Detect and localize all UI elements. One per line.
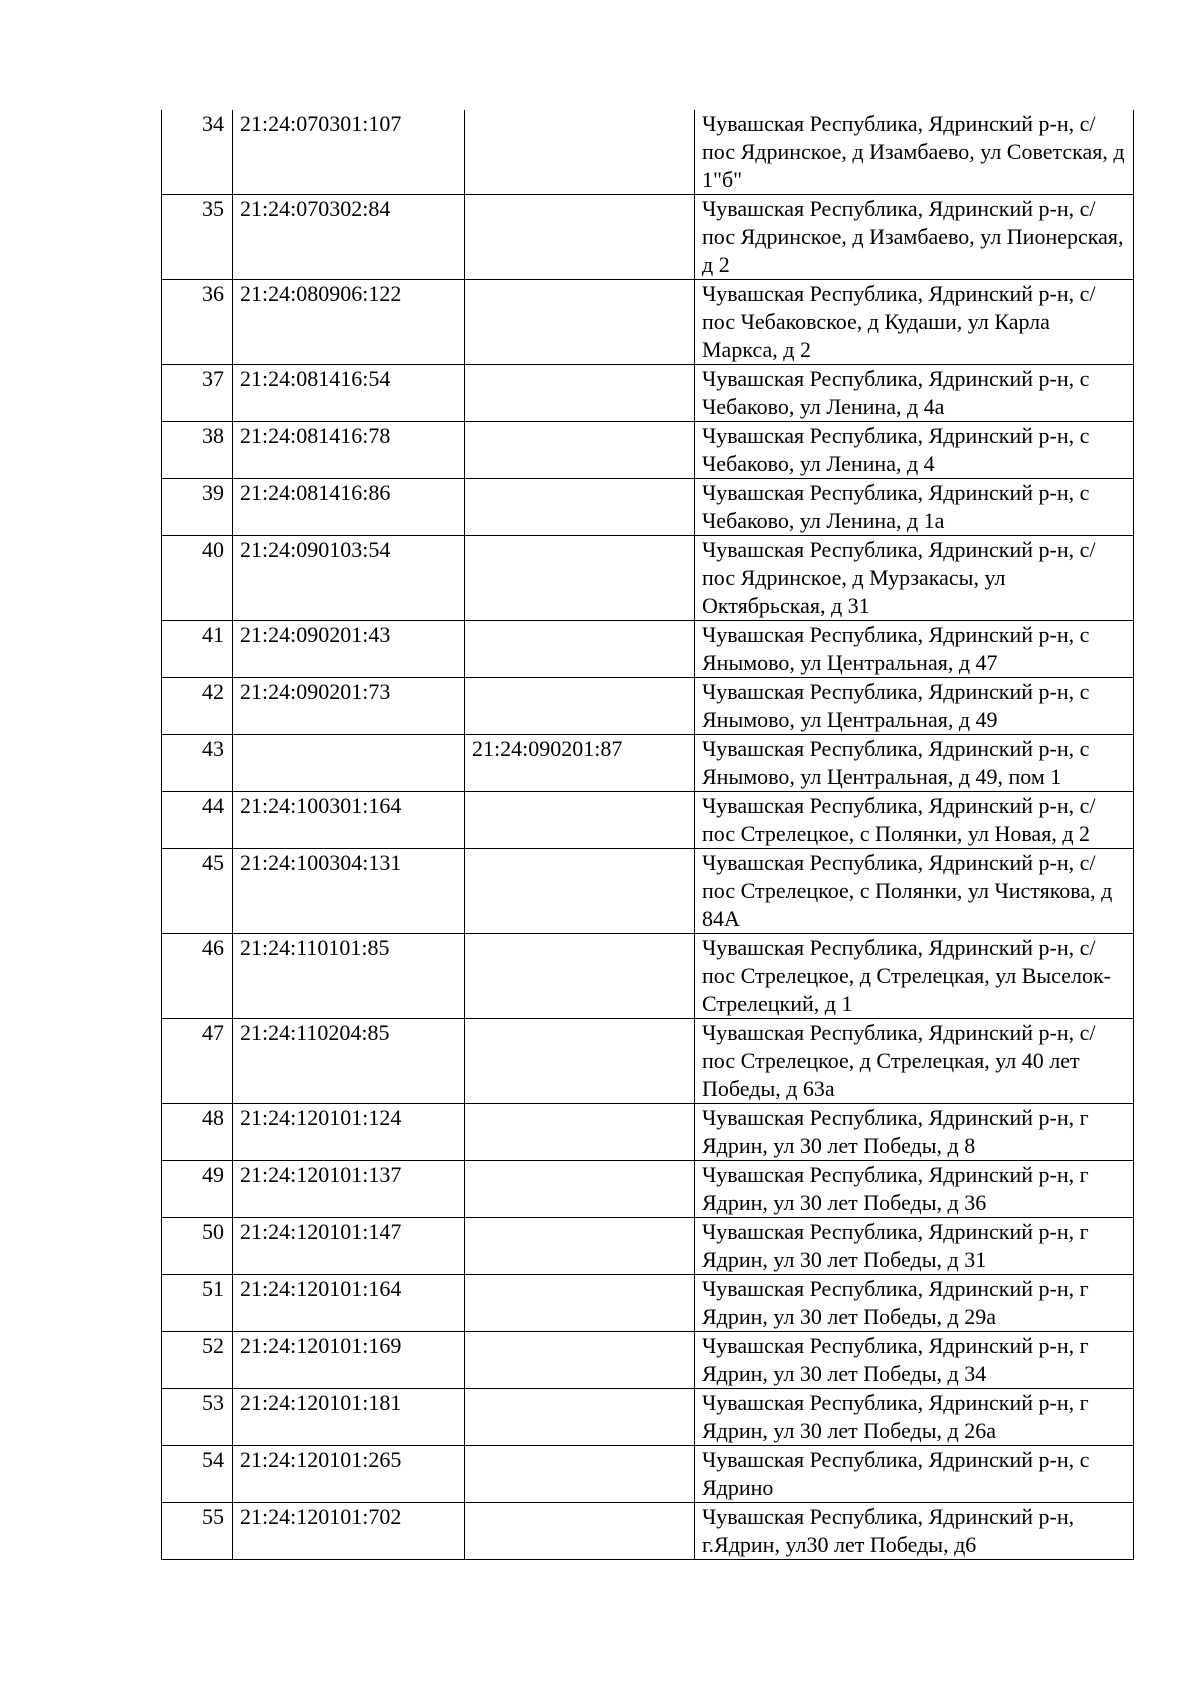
- cadastral-number-cell: 21:24:090103:54: [233, 536, 465, 621]
- cadastral-number-cell: 21:24:120101:265: [233, 1446, 465, 1503]
- table-row: [162, 280, 1134, 365]
- row-number-cell: 39: [162, 479, 233, 536]
- row-number-cell: 34: [162, 110, 233, 195]
- row-number-cell: 47: [162, 1019, 233, 1104]
- address-cell: Чувашская Республика, Ядринский р-н, с Янымово, ул Центральная, д 49, пом 1: [695, 735, 1134, 792]
- table-row: [162, 365, 1134, 422]
- property-table: [161, 110, 1134, 1560]
- table-row: [162, 735, 1134, 792]
- row-number-cell: 41: [162, 621, 233, 678]
- premises-cadastral-number-cell: [465, 110, 695, 195]
- row-number-cell: 53: [162, 1389, 233, 1446]
- cadastral-number-cell: 21:24:110204:85: [233, 1019, 465, 1104]
- premises-cadastral-number-cell: [465, 1161, 695, 1218]
- row-number-cell: 52: [162, 1332, 233, 1389]
- address-cell: Чувашская Республика, Ядринский р-н, с/пос Стрелецкое, с Полянки, ул Новая, д 2: [695, 792, 1134, 849]
- table-row: [162, 792, 1134, 849]
- cadastral-number-cell: 21:24:100304:131: [233, 849, 465, 934]
- premises-cadastral-number-cell: [465, 536, 695, 621]
- address-cell: Чувашская Республика, Ядринский р-н, г Ядрин, ул 30 лет Победы, д 26а: [695, 1389, 1134, 1446]
- row-number-cell: 50: [162, 1218, 233, 1275]
- premises-cadastral-number-cell: [465, 1275, 695, 1332]
- table-body: [162, 110, 1134, 1560]
- table-row: [162, 479, 1134, 536]
- table-row: [162, 195, 1134, 280]
- address-cell: Чувашская Республика, Ядринский р-н, г.Ядрин, ул30 лет Победы, д6: [695, 1503, 1134, 1560]
- row-number-cell: 46: [162, 934, 233, 1019]
- table-row: [162, 1104, 1134, 1161]
- row-number-cell: 42: [162, 678, 233, 735]
- premises-cadastral-number-cell: [465, 365, 695, 422]
- address-cell: Чувашская Республика, Ядринский р-н, с Янымово, ул Центральная, д 47: [695, 621, 1134, 678]
- premises-cadastral-number-cell: [465, 1104, 695, 1161]
- premises-cadastral-number-cell: [465, 195, 695, 280]
- address-cell: Чувашская Республика, Ядринский р-н, г Ядрин, ул 30 лет Победы, д 31: [695, 1218, 1134, 1275]
- address-cell: Чувашская Республика, Ядринский р-н, г Ядрин, ул 30 лет Победы, д 29а: [695, 1275, 1134, 1332]
- premises-cadastral-number-cell: [465, 1389, 695, 1446]
- premises-cadastral-number-cell: [465, 1503, 695, 1560]
- row-number-cell: 49: [162, 1161, 233, 1218]
- address-cell: Чувашская Республика, Ядринский р-н, с Янымово, ул Центральная, д 49: [695, 678, 1134, 735]
- row-number-cell: 37: [162, 365, 233, 422]
- premises-cadastral-number-cell: [465, 849, 695, 934]
- cadastral-number-cell: 21:24:081416:78: [233, 422, 465, 479]
- table-row: [162, 1019, 1134, 1104]
- premises-cadastral-number-cell: [465, 792, 695, 849]
- address-cell: Чувашская Республика, Ядринский р-н, с Ядрино: [695, 1446, 1134, 1503]
- address-cell: Чувашская Республика, Ядринский р-н, с/пос Стрелецкое, д Стрелецкая, ул Выселок-Стрелецкий, д 1: [695, 934, 1134, 1019]
- table-row: [162, 1389, 1134, 1446]
- address-cell: Чувашская Республика, Ядринский р-н, с/пос Ядринское, д Изамбаево, ул Советская, д 1"б": [695, 110, 1134, 195]
- table-row: [162, 1218, 1134, 1275]
- cadastral-number-cell: 21:24:070302:84: [233, 195, 465, 280]
- premises-cadastral-number-cell: [465, 678, 695, 735]
- row-number-cell: 54: [162, 1446, 233, 1503]
- cadastral-number-cell: 21:24:120101:181: [233, 1389, 465, 1446]
- premises-cadastral-number-cell: [465, 1446, 695, 1503]
- row-number-cell: 44: [162, 792, 233, 849]
- row-number-cell: 48: [162, 1104, 233, 1161]
- table-row: [162, 849, 1134, 934]
- premises-cadastral-number-cell: [465, 479, 695, 536]
- row-number-cell: 55: [162, 1503, 233, 1560]
- cadastral-number-cell: 21:24:120101:702: [233, 1503, 465, 1560]
- premises-cadastral-number-cell: [465, 1218, 695, 1275]
- premises-cadastral-number-cell: [465, 1019, 695, 1104]
- table-row: [162, 536, 1134, 621]
- row-number-cell: 36: [162, 280, 233, 365]
- table-row: [162, 1161, 1134, 1218]
- table-row: [162, 1275, 1134, 1332]
- cadastral-number-cell: 21:24:081416:54: [233, 365, 465, 422]
- premises-cadastral-number-cell: [465, 1332, 695, 1389]
- address-cell: Чувашская Республика, Ядринский р-н, г Ядрин, ул 30 лет Победы, д 34: [695, 1332, 1134, 1389]
- table-row: [162, 621, 1134, 678]
- premises-cadastral-number-cell: 21:24:090201:87: [465, 735, 695, 792]
- address-cell: Чувашская Республика, Ядринский р-н, с Чебаково, ул Ленина, д 1а: [695, 479, 1134, 536]
- row-number-cell: 45: [162, 849, 233, 934]
- address-cell: Чувашская Республика, Ядринский р-н, с/пос Ядринское, д Мурзакасы, ул Октябрьская, д 31: [695, 536, 1134, 621]
- address-cell: Чувашская Республика, Ядринский р-н, г Ядрин, ул 30 лет Победы, д 8: [695, 1104, 1134, 1161]
- address-cell: Чувашская Республика, Ядринский р-н, с/пос Чебаковское, д Кудаши, ул Карла Маркса, д 2: [695, 280, 1134, 365]
- cadastral-number-cell: 21:24:120101:164: [233, 1275, 465, 1332]
- cadastral-number-cell: 21:24:120101:147: [233, 1218, 465, 1275]
- cadastral-number-cell: 21:24:110101:85: [233, 934, 465, 1019]
- row-number-cell: 51: [162, 1275, 233, 1332]
- address-cell: Чувашская Республика, Ядринский р-н, с/пос Стрелецкое, с Полянки, ул Чистякова, д 84А: [695, 849, 1134, 934]
- row-number-cell: 43: [162, 735, 233, 792]
- cadastral-number-cell: 21:24:090201:43: [233, 621, 465, 678]
- cadastral-number-cell: 21:24:090201:73: [233, 678, 465, 735]
- premises-cadastral-number-cell: [465, 621, 695, 678]
- row-number-cell: 35: [162, 195, 233, 280]
- address-cell: Чувашская Республика, Ядринский р-н, г Ядрин, ул 30 лет Победы, д 36: [695, 1161, 1134, 1218]
- address-cell: Чувашская Республика, Ядринский р-н, с/пос Ядринское, д Изамбаево, ул Пионерская, д 2: [695, 195, 1134, 280]
- row-number-cell: 38: [162, 422, 233, 479]
- premises-cadastral-number-cell: [465, 934, 695, 1019]
- cadastral-number-cell: 21:24:120101:137: [233, 1161, 465, 1218]
- cadastral-number-cell: 21:24:080906:122: [233, 280, 465, 365]
- table-row: [162, 678, 1134, 735]
- address-cell: Чувашская Республика, Ядринский р-н, с Чебаково, ул Ленина, д 4а: [695, 365, 1134, 422]
- cadastral-number-cell: [233, 735, 465, 792]
- table-row: [162, 1446, 1134, 1503]
- table-row: [162, 1332, 1134, 1389]
- table-row: [162, 422, 1134, 479]
- table-row: [162, 110, 1134, 195]
- cadastral-number-cell: 21:24:100301:164: [233, 792, 465, 849]
- address-cell: Чувашская Республика, Ядринский р-н, с/пос Стрелецкое, д Стрелецкая, ул 40 лет Победы, д 63а: [695, 1019, 1134, 1104]
- cadastral-number-cell: 21:24:120101:124: [233, 1104, 465, 1161]
- cadastral-number-cell: 21:24:070301:107: [233, 110, 465, 195]
- address-cell: Чувашская Республика, Ядринский р-н, с Чебаково, ул Ленина, д 4: [695, 422, 1134, 479]
- table-row: [162, 934, 1134, 1019]
- premises-cadastral-number-cell: [465, 422, 695, 479]
- premises-cadastral-number-cell: [465, 280, 695, 365]
- row-number-cell: 40: [162, 536, 233, 621]
- cadastral-number-cell: 21:24:120101:169: [233, 1332, 465, 1389]
- table-row: [162, 1503, 1134, 1560]
- cadastral-number-cell: 21:24:081416:86: [233, 479, 465, 536]
